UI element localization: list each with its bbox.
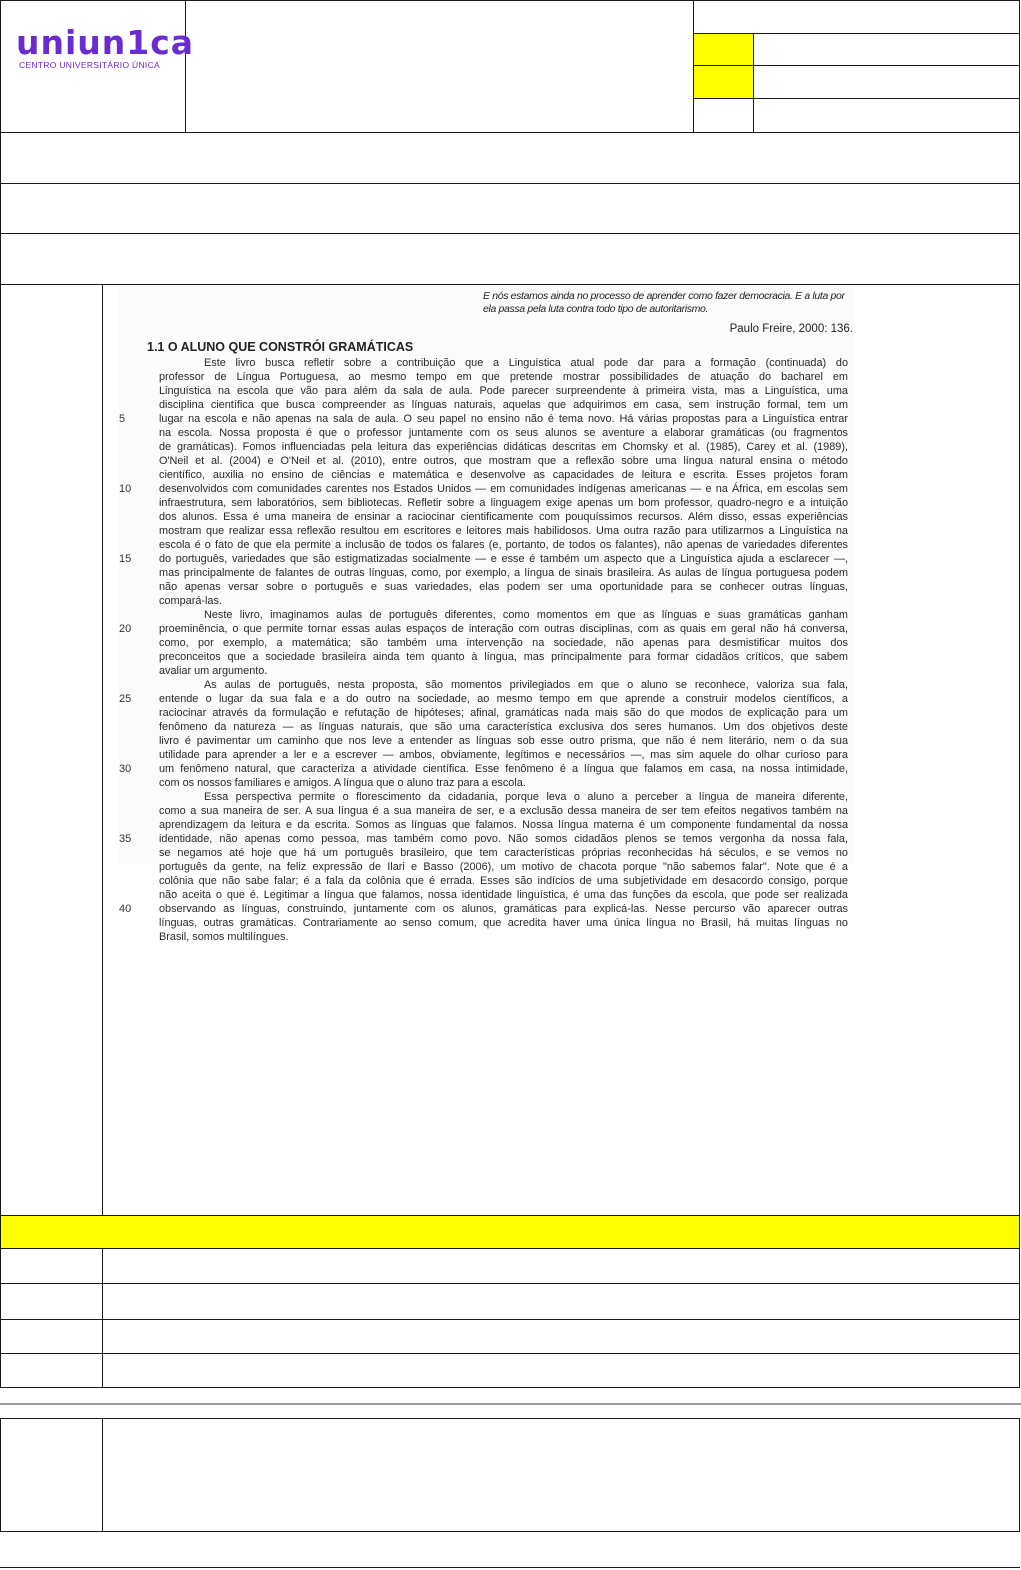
text-line: infraestrutura, sem laboratórios, sem bibliotecas. Refletir sobre a linguagem exige apenas um bom professor, quadro-negro e a intuição <box>159 497 848 510</box>
answer-rule-1 <box>0 1215 1020 1216</box>
header-divider-small <box>753 33 754 133</box>
epigraph-source: Paulo Freire, 2000: 136. <box>729 323 853 335</box>
text-line: fenômeno da natureza — as línguas naturais, que são uma característica exclusiva dos seres humanos. Um dos objetivos deste <box>159 721 848 734</box>
text-line: mostram que realizar essa reflexão resultou em escritores e leitores mais habilidosos. Uma outra razão para utilizarmos a Linguística na <box>159 525 848 538</box>
text-line: compará-las. <box>159 595 222 608</box>
institution-logo <box>16 23 195 70</box>
line-number: 5 <box>119 413 126 426</box>
line-number: 20 <box>119 623 132 636</box>
text-line: professor de Língua Portuguesa, ao mesmo tempo em que pretende mostrar possibilidades de atuação do bacharel em <box>159 371 848 383</box>
header-highlight-2 <box>694 66 753 98</box>
logo-subtitle: CENTRO UNIVERSITÁRIO ÚNICA <box>19 60 160 70</box>
line-number: 15 <box>119 553 132 566</box>
text-line: livro é pavimentar um caminho que nos leve a entender as línguas sob esse outro prisma, que não é nem literário, nem o da sua <box>159 735 848 748</box>
header-highlight-1 <box>694 34 753 65</box>
form-row-2[interactable] <box>0 183 1020 234</box>
text-line: As aulas de português, nesta proposta, são momentos privilegiados em que o aluno se reconhece, valoriza sua fala, <box>204 679 848 692</box>
text-line: científico, auxilia no ensino de ciências e matemática e desenvolve as capacidades de leitura e escrita. Esses projetos foram <box>159 469 848 482</box>
page-separator <box>0 1403 1021 1405</box>
footer-rule <box>0 1567 1020 1568</box>
text-line: identidade, não apenas como pessoa, mas também como povo. Não somos cidadãos plenos se temos vergonha da nossa fala, <box>159 833 848 846</box>
text-line: O'Neil et al. (2004) e O'Neil et al. (2010), entre outros, que mostram que a reflexão sobre uma língua natural ensina o método <box>159 455 848 468</box>
text-line: na escola. Nossa proposta é que o professor juntamente com os seus alunos se aventure a elaborar gramáticas (ou fragmentos <box>159 427 848 440</box>
text-line: Este livro busca refletir sobre a contribuição que a Linguística atual pode dar para a formação (continuada) do <box>204 357 848 369</box>
text-line: proeminência, o que permite tornar essas aulas espaços de interação com outras disciplinas, com as quais em geral não há conversa, <box>159 623 848 636</box>
text-line: com os nossos familiares e amigos. A língua que o aluno traz para a escola. <box>159 777 526 790</box>
text-line: Essa perspectiva permite o florescimento da cidadania, porque leva o aluno a perceber a língua de maneira diferente, <box>204 791 848 804</box>
line-number: 40 <box>119 903 132 916</box>
text-line: avaliar um argumento. <box>159 665 268 678</box>
line-number: 30 <box>119 763 132 776</box>
text-line: se negamos até hoje que há um português brasileiro, que tem características próprias reconhecidas há séculos, e se vemos no <box>159 847 848 860</box>
footer-box[interactable] <box>0 1418 1020 1532</box>
line-number: 10 <box>119 483 132 496</box>
text-line: do português, variedades que são estigmatizadas socialmente — e esse é também um aspecto que a Linguística ajuda a esclarecer —, <box>159 553 848 566</box>
text-line: português da gente, na feliz expressão de Ilari e Basso (2006), um motivo de chacota porque "não sabemos falar". Note que é a <box>159 861 848 874</box>
text-line: entende o lugar da sua fala e a do outro na sociedade, ao mesmo tempo em que aprende a construir modelos científicos, a <box>159 693 848 706</box>
line-number: 25 <box>119 693 132 706</box>
text-line: não apenas versar sobre o português e suas variedades, elas podem ser uma oportunidade para se conhecer outras línguas, <box>159 581 848 594</box>
answer-rule-5 <box>0 1353 1020 1354</box>
text-line: de gramáticas). Fomos influenciadas pela leitura das experiências didáticas descritas em Chomsky et al. (1985), Carey et al. (1989), <box>159 441 848 454</box>
text-line: Linguística na escola que vão para além da sala de aula. Pode parecer surpreendente à primeira vista, mas a Linguística, uma <box>159 385 848 398</box>
answer-rule-4 <box>0 1319 1020 1320</box>
text-line: preconceitos que a sociedade brasileira ainda tem quanto à língua, mas principalmente para formar cidadãos críticos, que sabem <box>159 651 848 664</box>
form-row-3[interactable] <box>0 233 1020 285</box>
answer-rule-3 <box>0 1283 1020 1284</box>
text-excerpt <box>119 286 853 944</box>
text-line: escola é o fato de que ela permite a inclusão de todos os falares (e, portanto, de todos os falantes), não apenas de variedades diferentes <box>159 539 848 552</box>
epigraph: E nós estamos ainda no processo de aprender como fazer democracia. E a luta por ela passa pela luta contra todo tipo de autoritarismo. <box>483 290 845 315</box>
logo-wordmark: uniun1ca <box>16 23 195 62</box>
text-line: observando as línguas, construindo, juntamente com os alunos, gramáticas para explicá-las. Nesse percurso vão aparecer outras <box>159 903 848 916</box>
text-line: como, por exemplo, a matemática; são também uma intervenção na sociedade, não apenas para desmistificar muitos dos <box>159 637 848 650</box>
answer-row-highlight <box>1 1215 1019 1248</box>
text-line: Neste livro, imaginamos aulas de português diferentes, como momentos em que as línguas e suas gramáticas ganham <box>204 609 848 622</box>
text-line: lugar na escola e não apenas na sala de aula. O seu papel no ensino não é tema novo. Há várias propostas para a Linguística entrar <box>159 413 848 426</box>
text-line: Brasil, somos multilíngues. <box>159 931 289 944</box>
text-line: como a sua maneira de ser. A sua língua é a sua maneira de ser, e a exclusão dessa maneira de ser tem efeitos negativos também na <box>159 805 848 818</box>
section-title: 1.1 O ALUNO QUE CONSTRÓI GRAMÁTICAS <box>147 340 414 354</box>
text-line: colônia que não sabe falar; é a fala da colônia que é errada. Esses são indícios de uma subjetividade em desacordo consigo, porque <box>159 875 848 888</box>
text-line: dos alunos. Essa é uma maneira de ensinar a raciocinar cientificamente com pouquíssimos recursos. Além disso, essas experiências <box>159 511 848 524</box>
answer-rule-2 <box>0 1248 1020 1249</box>
text-line: disciplina científica que busca compreender as línguas naturais, aquelas que adquirimos em casa, sem instrução formal, tem um <box>159 399 848 412</box>
footer-left-column <box>102 1418 103 1532</box>
text-line: aprendizagem da leitura e da escrita. Somos as línguas que falamos. Nossa língua materna é um componente fundamental da nossa <box>159 819 848 832</box>
text-line: desenvolvidos com comunidades carentes nos Estados Unidos — em comunidades indígenas americanas — e na África, em escolas sem <box>159 483 848 496</box>
text-line: mas principalmente de falantes de outras línguas, como, por exemplo, a língua de sinais brasileira. As aulas de língua portuguesa podem <box>159 567 848 580</box>
line-number: 35 <box>119 833 132 846</box>
header-rule-3 <box>693 98 1020 99</box>
text-line: utilidade para aprender a ler e a escrever — ambos, obviamente, legítimos e necessários —, mas sim aquele do olhar curioso para <box>159 749 848 762</box>
text-line: não aceita o que é. Legitimar a língua que falamos, nossa identidade linguística, é uma das funções da escola, que pode ser realizada <box>159 889 848 902</box>
text-line: um fenômeno natural, que caracteriza a atividade científica. Esse fenômeno é a língua que falamos em casa, na nossa intimidade, <box>159 763 848 776</box>
text-line: raciocinar através da formulação e refutação de hipóteses; afinal, gramáticas nada mais são do que modos de explicação para um <box>159 707 848 720</box>
text-line: línguas, outras gramáticas. Contrariamente ao senso comum, que acredita haver uma única língua no Brasil, há muitas línguas no <box>159 917 848 930</box>
form-row-1[interactable] <box>0 132 1020 184</box>
